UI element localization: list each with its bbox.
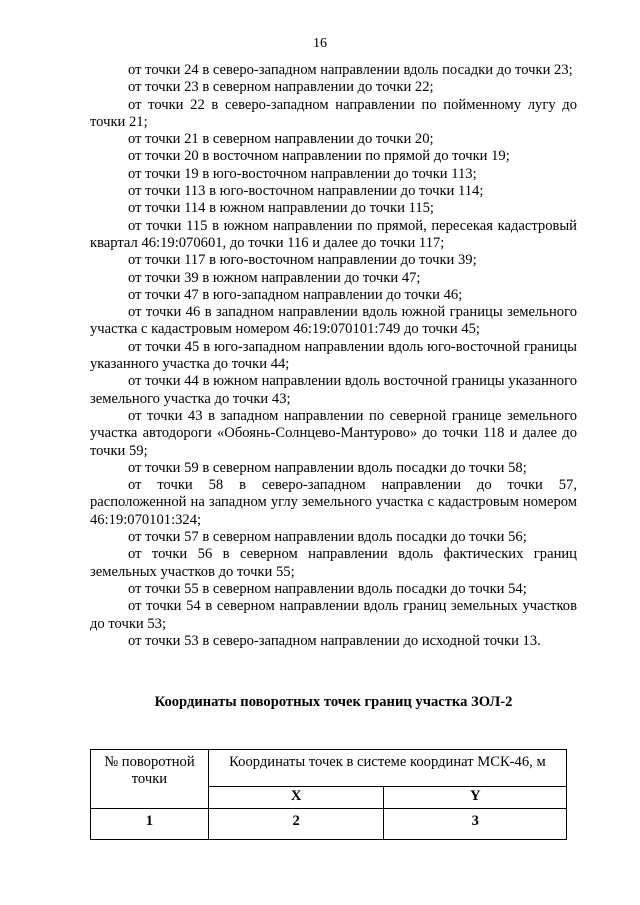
- paragraph: от точки 117 в юго-восточном направлении до точки 39;: [128, 252, 477, 269]
- coordinates-table: [90, 749, 567, 840]
- header-coordinates: Координаты точек в системе координат МСК-46, м: [208, 750, 566, 787]
- page-number: 16: [313, 36, 327, 51]
- column-number-3: 3: [384, 809, 567, 840]
- paragraph: от точки 46 в западном направлении вдоль южной границы земельного участка с кадастровым номером 46:19:070101:749 до точки 45;: [90, 304, 577, 338]
- paragraph: от точки 58 в северо-западном направлении до точки 57, расположенной на западном углу земельного участка с кадастровым номером 46:19:070101:324;: [90, 477, 577, 528]
- body-text: [90, 62, 577, 650]
- paragraph: от точки 43 в западном направлении по северной границе земельного участка автодороги «Обоянь-Солнцево-Мантурово» до точки 118 и далее до точки 59;: [90, 407, 577, 459]
- column-number-2: 2: [208, 809, 384, 840]
- column-number-1: 1: [91, 809, 209, 840]
- paragraph: от точки 22 в северо-западном направлении по пойменному лугу до точки 21;: [90, 96, 577, 130]
- paragraph: от точки 44 в южном направлении вдоль восточной границы указанного земельного участка до точки 43;: [90, 373, 577, 407]
- section-title: Координаты поворотных точек границ участка ЗОЛ-2: [154, 694, 513, 710]
- paragraph: от точки 53 в северо-западном направлении до исходной точки 13.: [128, 632, 541, 649]
- paragraph: от точки 57 в северном направлении вдоль посадки до точки 56;: [128, 529, 527, 546]
- paragraph: от точки 19 в юго-восточном направлении до точки 113;: [128, 165, 477, 182]
- paragraph: от точки 54 в северном направлении вдоль границ земельных участков до точки 53;: [90, 598, 577, 632]
- paragraph: от точки 56 в северном направлении вдоль фактических границ земельных участков до точки 55;: [90, 546, 577, 580]
- paragraph: от точки 45 в юго-западном направлении вдоль юго-восточной границы указанного участка до точки 44;: [90, 338, 577, 373]
- paragraph: от точки 113 в юго-восточном направлении до точки 114;: [128, 183, 484, 200]
- paragraph: от точки 59 в северном направлении вдоль посадки до точки 58;: [128, 459, 527, 476]
- paragraph: от точки 21 в северном направлении до точки 20;: [128, 131, 434, 148]
- paragraph: от точки 20 в восточном направлении по прямой до точки 19;: [128, 148, 510, 165]
- paragraph: от точки 114 в южном направлении до точки 115;: [128, 200, 434, 217]
- paragraph: от точки 23 в северном направлении до точки 22;: [128, 79, 434, 96]
- table-row: [91, 809, 567, 840]
- header-x: X: [208, 787, 384, 809]
- paragraph: от точки 55 в северном направлении вдоль посадки до точки 54;: [128, 580, 527, 597]
- paragraph: от точки 39 в южном направлении до точки 47;: [128, 269, 421, 286]
- header-y: Y: [384, 787, 567, 809]
- paragraph: от точки 24 в северо-западном направлении вдоль посадки до точки 23;: [128, 62, 573, 78]
- paragraph: от точки 47 в юго-западном направлении до точки 46;: [128, 286, 463, 303]
- paragraph: от точки 115 в южном направлении по прямой, пересекая кадастровый квартал 46:19:070601, до точки 116 и далее до точки 117;: [90, 217, 577, 251]
- header-point-number: № поворотной точки: [91, 750, 209, 809]
